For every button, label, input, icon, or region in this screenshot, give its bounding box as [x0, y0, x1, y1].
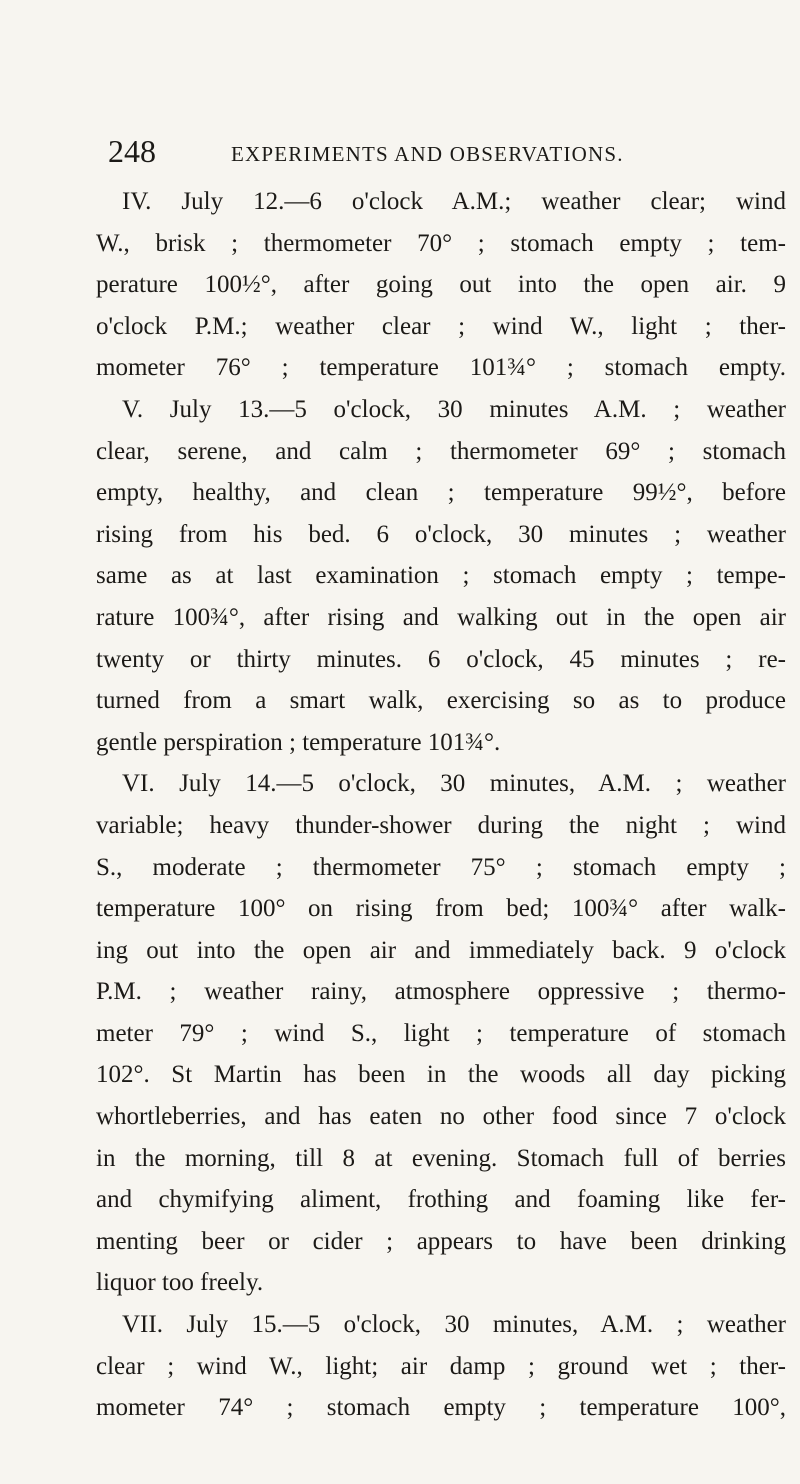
text-line: IV. July 12.—6 o'clock A.M.; weather clear; wind — [122, 188, 786, 215]
text-line: perature 100½°, after going out into the open air. 9 — [96, 271, 786, 299]
text-line: 102°. St Martin has been in the woods all day picking — [96, 1061, 786, 1089]
text-line: VI. July 14.—5 o'clock, 30 minutes, A.M. ; weather — [122, 770, 786, 798]
text-line: gentle perspiration ; temperature 101¾°. — [96, 728, 501, 756]
text-line: twenty or thirty minutes. 6 o'clock, 45 minutes ; re- — [96, 645, 786, 673]
body-text — [96, 181, 786, 1429]
text-line: whortleberries, and has eaten no other food since 7 o'clock — [96, 1103, 786, 1131]
text-line: and chymifying aliment, frothing and foaming like fer- — [96, 1186, 786, 1214]
page-number: 248 — [108, 133, 156, 169]
text-line: mometer 76° ; temperature 101¾° ; stomach empty. — [96, 354, 786, 382]
text-line: o'clock P.M.; weather clear ; wind W., light ; ther- — [96, 312, 786, 340]
text-line: in the morning, till 8 at evening. Stomach full of berries — [96, 1144, 786, 1172]
text-line: temperature 100° on rising from bed; 100¾° after walk- — [96, 895, 786, 923]
running-head — [108, 133, 628, 173]
text-line: V. July 13.—5 o'clock, 30 minutes A.M. ; weather — [122, 395, 786, 423]
text-line: rising from his bed. 6 o'clock, 30 minutes ; weather — [96, 520, 786, 548]
text-line: same as at last examination ; stomach empty ; tempe- — [96, 562, 786, 590]
text-line: meter 79° ; wind S., light ; temperature of stomach — [96, 1019, 786, 1047]
text-line: P.M. ; weather rainy, atmosphere oppressive ; thermo- — [96, 978, 786, 1006]
text-line: clear, serene, and calm ; thermometer 69° ; stomach — [96, 437, 786, 465]
text-line: empty, healthy, and clean ; temperature 99½°, before — [96, 479, 786, 507]
text-line: turned from a smart walk, exercising so as to produce — [96, 687, 786, 715]
text-line: ing out into the open air and immediately back. 9 o'clock — [96, 936, 786, 964]
text-line: rature 100¾°, after rising and walking out in the open air — [96, 603, 786, 631]
text-line: S., moderate ; thermometer 75° ; stomach empty ; — [96, 853, 786, 881]
text-line: clear ; wind W., light; air damp ; ground wet ; ther- — [96, 1352, 786, 1380]
text-line: menting beer or cider ; appears to have been drinking — [96, 1227, 786, 1255]
text-line: mometer 74° ; stomach empty ; temperature 100°, — [96, 1394, 786, 1422]
text-line: variable; heavy thunder-shower during the night ; wind — [96, 811, 786, 839]
text-line: VII. July 15.—5 o'clock, 30 minutes, A.M. ; weather — [122, 1311, 786, 1339]
text-line: W., brisk ; thermometer 70° ; stomach empty ; tem- — [96, 229, 786, 257]
text-line: liquor too freely. — [96, 1269, 264, 1297]
page-header: EXPERIMENTS AND OBSERVATIONS. — [231, 142, 624, 166]
